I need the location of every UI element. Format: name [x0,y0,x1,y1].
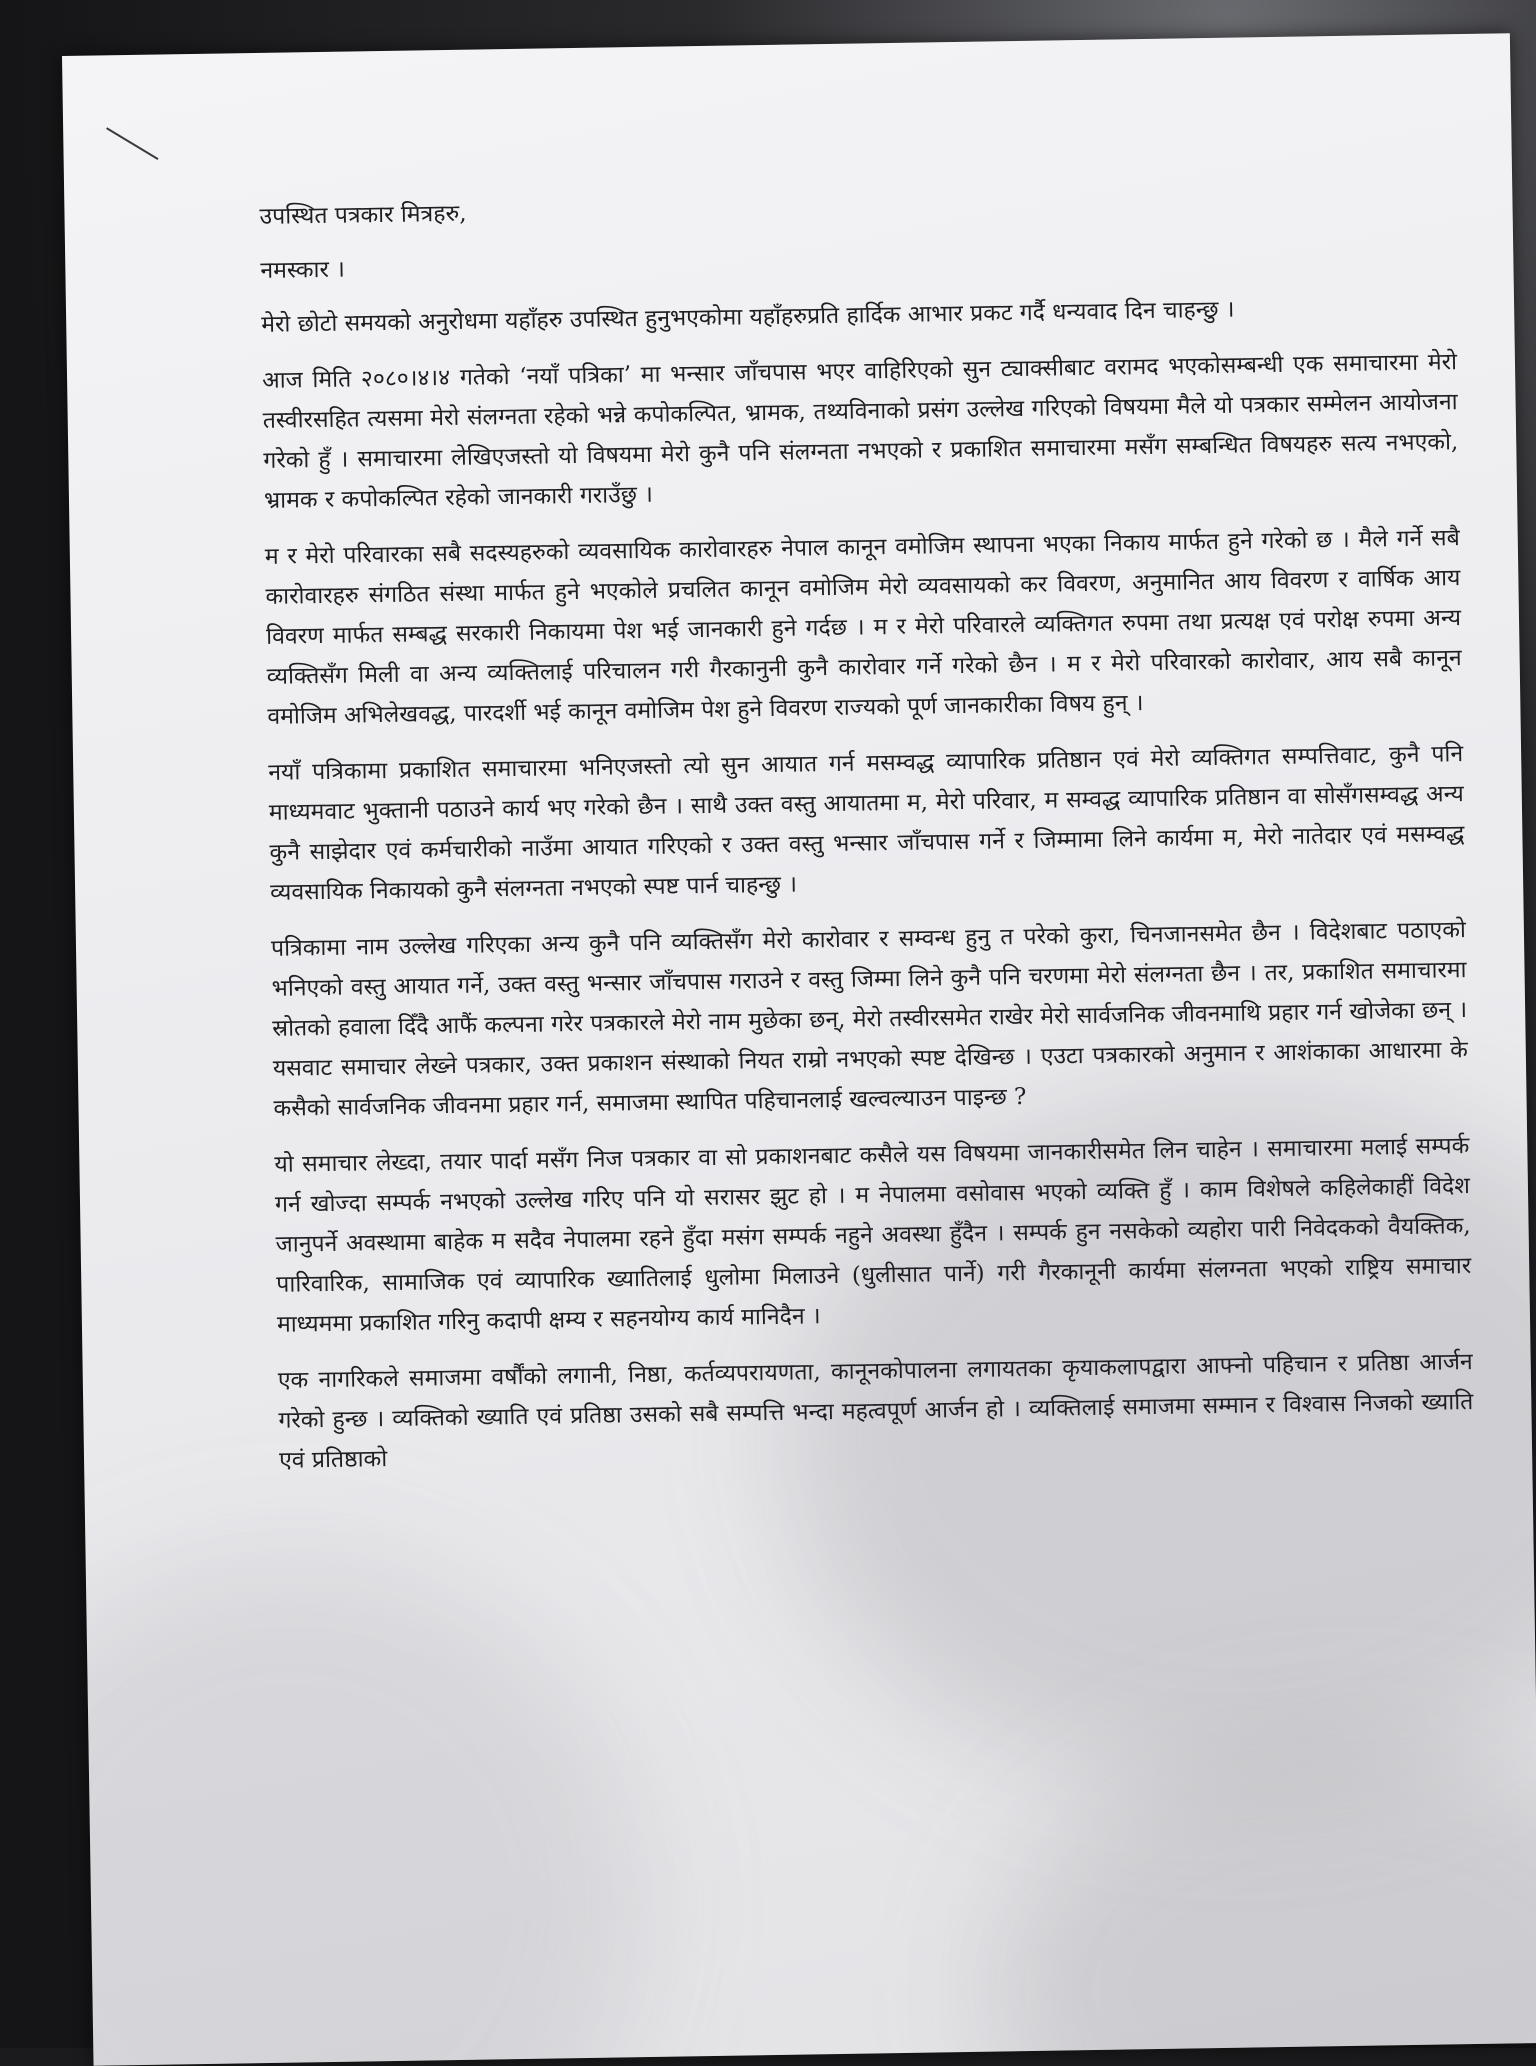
paragraph-7: एक नागरिकले समाजमा वर्षौंको लगानी, निष्ठा, कर्तव्यपरायणता, कानूनकोपालना लगायतका कृयाकलापद्वारा आफ्नो पहिचान र प्रतिष्ठा आर्जन गरेको हुन्छ । व्यक्तिको ख्याति एवं प्रतिष्ठा उसको सबै सम्पत्ति भन्दा महत्वपूर्ण आर्जन हो । व्यक्तिलाई समाजमा सम्मान र विश्वास निजको ख्याति एवं प्रतिष्ठाको [277,1349,1474,1474]
paragraph-6: यो समाचार लेख्दा, तयार पार्दा मसँग निज पत्रकार वा सो प्रकाशनबाट कसैले यस विषयमा जानकारीसमेत लिन चाहेन । समाचारमा मलाई सम्पर्क गर्न खोज्दा सम्पर्क नभएको उल्लेख गरिए पनि यो सरासर झुट हो । म नेपालमा वसोवास भएको व्यक्ति हुँ । काम विशेषले कहिलेकाहीं विदेश जानुपर्ने अवस्थामा बाहेक म सदैव नेपालमा रहने हुँदा मसंग सम्पर्क नहुने अवस्था हुँदैन । सम्पर्क हुन नसकेको व्यहोरा पारी निवेदकको वैयक्तिक, पारिवारिक, सामाजिक एवं व्यापारिक ख्यातिलाई धुलोमा मिलाउने (धुलीसात पार्ने) गरी गैरकानूनी कार्यमा संलग्नता भएको राष्ट्रिय समाचार माध्यममा प्रकाशित गरिनु कदापी क्षम्य र सहनयोग्य कार्य मानिदैन । [274,1133,1472,1338]
paper-shadow [62,1547,646,2066]
greeting: नमस्कार । [260,256,346,284]
letter-body [259,178,1474,1497]
paragraph-1: मेरो छोटो समयको अनुरोधमा यहाँहरु उपस्थित हुनुभएकोमा यहाँहरुप्रति हार्दिक आभार प्रकट गर्दै धन्यवाद दिन चाहन्छु । [261,296,1235,338]
paragraph-5: पत्रिकामा नाम उल्लेख गरिएका अन्य कुनै पनि व्यक्तिसँग मेरो कारोवार र सम्वन्ध हुनु त परेको कुरा, चिनजानसमेत छैन । विदेशबाट पठाएको भनिएको वस्तु आयात गर्ने, उक्त वस्तु भन्सार जाँचपास गराउने र वस्तु जिम्मा लिने कुनै पनि चरणमा मेरो संलग्नता छैन । तर, प्रकाशित समाचारमा स्रोतको हवाला दिँदै आफैं कल्पना गरेर पत्रकारले मेरो नाम मुछेका छन्, मेरो तस्वीरसमेत राखेर मेरो सार्वजनिक जीवनमाथि प्रहार गर्न खोजेका छन् । यसवाट समाचार लेख्ने पत्रकार, उक्त प्रकाशन संस्थाको नियत राम्रो नभएको स्पष्ट देखिन्छ । एउटा पत्रकारको अनुमान र आशंकाका आधारमा के कसैको सार्वजनिक जीवनमा प्रहार गर्न, समाजमा स्थापित पहिचानलाई खल्वल्याउन पाइन्छ ? [270,917,1468,1122]
pen-mark [106,127,158,160]
salutation: उपस्थित पत्रकार मित्रहरु, [259,200,467,230]
paper-shadow [989,1731,1536,2066]
paragraph-2: आज मिति २०८०।४।४ गतेको ‘नयाँ पत्रिका’ मा भन्सार जाँचपास भएर वाहिरिएको सुन ट्याक्सीबाट वरामद भएकोसम्बन्धी एक समाचारमा मेरो तस्वीरसहित त्यसमा मेरो संलग्नता रहेको भन्ने कपोकल्पित, भ्रामक, तथ्यविनाको प्रसंग उल्लेख गरिएको विषयमा मैले यो पत्रकार सम्मेलन आयोजना गरेको हुँ । समाचारमा लेखिएजस्तो यो विषयमा मेरो कुनै पनि संलग्नता नभएको र प्रकाशित समाचारमा मसँग सम्बन्धित विषयहरु सत्य नभएको, भ्रामक र कपोकल्पित रहेको जानकारी गराउँछु । [261,349,1459,514]
paragraph-4: नयाँ पत्रिकामा प्रकाशित समाचारमा भनिएजस्तो त्यो सुन आयात गर्न मसम्वद्ध व्यापारिक प्रतिष्ठान एवं मेरो व्यक्तिगत सम्पत्तिवाट, कुनै पनि माध्यमवाट भुक्तानी पठाउने कार्य भए गरेको छैन । साथै उक्त वस्तु आयातमा म, मेरो परिवार, म सम्वद्ध व्यापारिक प्रतिष्ठान वा सोसँगसम्वद्ध अन्य कुनै साझेदार एवं कर्मचारीको नाउँमा आयात गरिएको र उक्त वस्तु भन्सार जाँचपास गर्ने र जिम्मामा लिने कार्यमा म, मेरो नातेदार एवं मसम्वद्ध व्यवसायिक निकायको कुनै संलग्नता नभएको स्पष्ट पार्न चाहन्छु । [268,741,1465,906]
paragraph-3: म र मेरो परिवारका सबै सदस्यहरुको व्यवसायिक कारोवारहरु नेपाल कानून वमोजिम स्थापना भएका निकाय मार्फत हुने गरेको छ । मैले गर्ने सबै कारोवारहरु संगठित संस्था मार्फत हुने भएकोले प्रचलित कानून वमोजिम मेरो व्यवसायको कर विवरण, अनुमानित आय विवरण र वार्षिक आय विवरण मार्फत सम्बद्ध सरकारी निकायमा पेश भई जानकारी हुने गर्दछ । म र मेरो परिवारले व्यक्तिगत रुपमा तथा प्रत्यक्ष एवं परोक्ष रुपमा अन्य व्यक्तिसँग मिली वा अन्य व्यक्तिलाई परिचालन गरी गैरकानुनी कुनै कारोवार गर्ने गरेको छैन । म र मेरो परिवारको कारोवार, आय सबै कानून वमोजिम अभिलेखवद्ध, पारदर्शी भई कानून वमोजिम पेश हुने विवरण राज्यको पूर्ण जानकारीका विषय हुन् । [264,525,1462,730]
paper-sheet [62,33,1536,2065]
